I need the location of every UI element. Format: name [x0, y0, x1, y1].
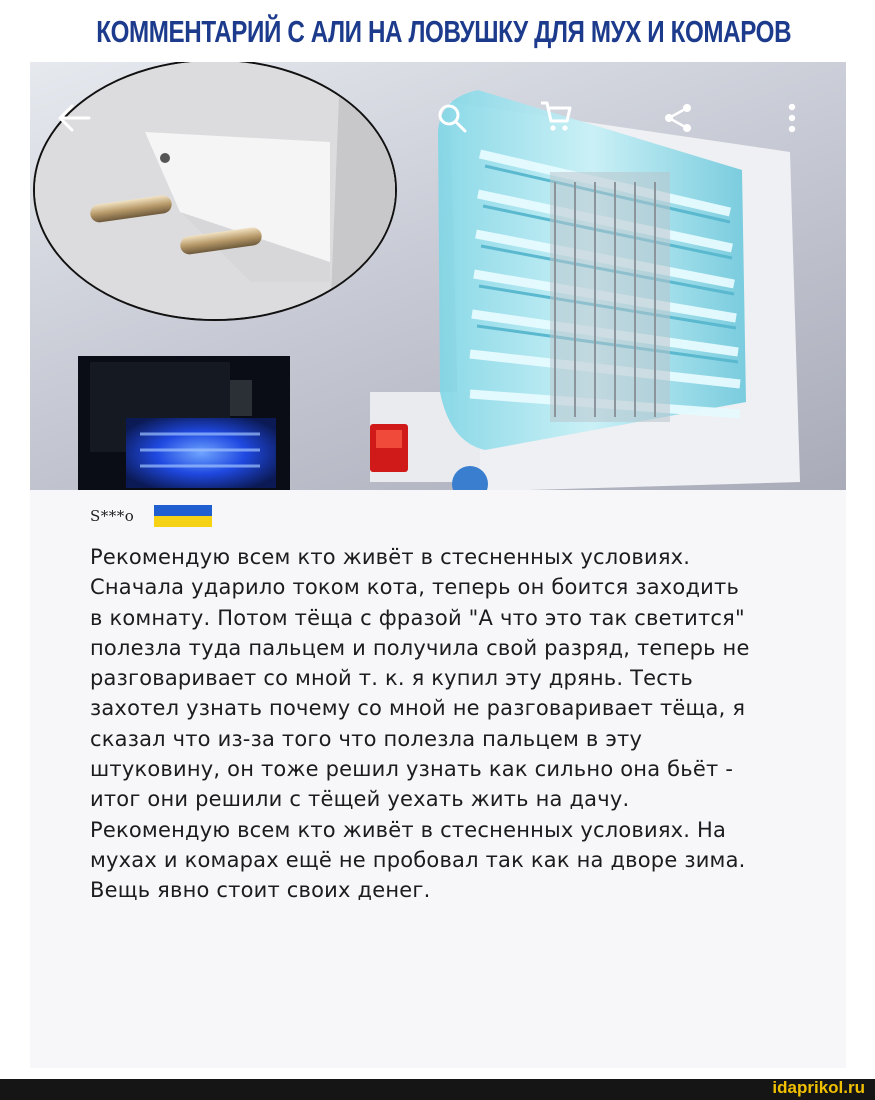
footer-bar [0, 1079, 875, 1100]
site-watermark[interactable]: idaprikol.ru [772, 1078, 865, 1097]
country-flag-icon [154, 505, 212, 527]
review-author-name[interactable]: S***o [90, 507, 135, 525]
back-arrow-icon[interactable] [54, 98, 94, 138]
review-card [30, 490, 846, 1068]
review-text: Рекомендую всем кто живёт в стесненных условиях. Сначала ударило током кота, теперь он боится заходить в комнату. Потом тёща с фразой "А что это так светится" полезла туда пальцем и получила свой разряд, теперь не разговаривает со мной т. к. я купил эту дрянь. Тесть захотел узнать почему со мной не разговаривает тёща, я сказал что из-за того что полезла пальцем в эту штуковину, он тоже решил узнать как сильно она бьёт - итог они решили с тёщей уехать жить на дачу. Рекомендую всем кто живёт в стесненных условиях. На мухах и комарах ещё не пробовал так как на дворе зима. Вещь явно стоит своих денег. [90, 545, 750, 903]
cart-icon[interactable] [536, 96, 576, 136]
share-icon[interactable] [658, 98, 698, 138]
search-icon[interactable] [432, 98, 472, 138]
review-author-row [90, 505, 212, 527]
more-vert-icon[interactable] [772, 98, 812, 138]
meme-title: КОММЕНТАРИЙ С АЛИ НА ЛОВУШКУ ДЛЯ МУХ И КОМАРОВ [96, 14, 792, 49]
product-photo[interactable] [30, 62, 846, 490]
